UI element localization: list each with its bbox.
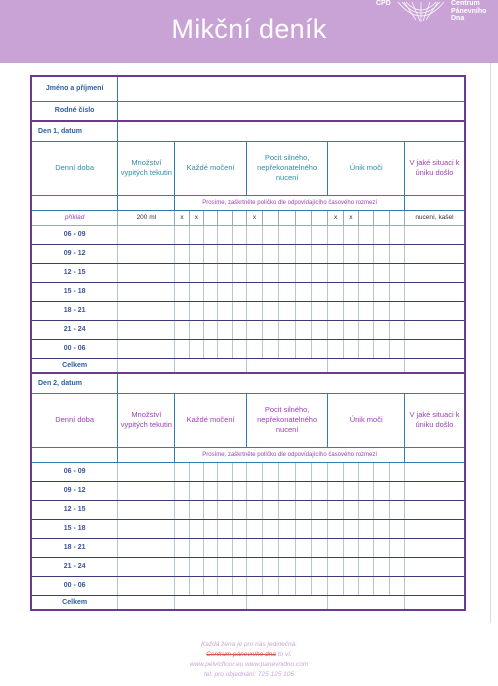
day2-total-row bbox=[31, 595, 465, 610]
time-row: 18 - 21 bbox=[31, 538, 465, 557]
day2-total-label: Celkem bbox=[31, 595, 118, 610]
col-time-header: Denní doba bbox=[31, 141, 118, 195]
day1-date-field[interactable] bbox=[118, 121, 465, 141]
col-urination-header: Každé močení bbox=[175, 141, 246, 195]
pelvic-grid-icon bbox=[396, 0, 446, 24]
col-urgency-header: Pocit silného, nepřekonatelného nucení bbox=[246, 141, 328, 195]
day1-example-row: příklad 200 ml x x x x x nucení, kašel bbox=[31, 210, 465, 225]
time-row: 15 - 18 bbox=[31, 282, 465, 301]
col-leak-header: Únik moči bbox=[328, 141, 404, 195]
day1-header-row bbox=[31, 141, 465, 195]
footer-slogan: Každá žena je pro nás jedinečná. bbox=[200, 641, 298, 648]
example-situation: nucení, kašel bbox=[404, 210, 465, 225]
footer-phone: tel. pro objednání: 725 125 105 bbox=[204, 671, 294, 678]
col-time-header: Denní doba bbox=[31, 393, 118, 447]
day1-title-row bbox=[31, 121, 465, 141]
diary-table-area bbox=[30, 75, 466, 631]
col-leak-header: Únik moči bbox=[328, 393, 404, 447]
day2-title-row bbox=[31, 373, 465, 393]
col-volume-header: Množství vypitých tekutin bbox=[118, 393, 175, 447]
col-situation-header: V jaké situaci k úniku došlo bbox=[404, 393, 465, 447]
time-row: 21 - 24 bbox=[31, 557, 465, 576]
day2-header-row bbox=[31, 393, 465, 447]
example-label: příklad bbox=[31, 210, 118, 225]
day1-note-row bbox=[31, 195, 465, 210]
col-urgency-header: Pocit silného, nepřekonatelného nucení bbox=[246, 393, 328, 447]
name-row bbox=[31, 76, 465, 101]
page-edge-line bbox=[490, 63, 491, 623]
name-field[interactable] bbox=[118, 76, 465, 101]
birth-number-label: Rodné číslo bbox=[31, 101, 118, 121]
time-row: 06 - 09 bbox=[31, 462, 465, 481]
time-row: 06 - 09 bbox=[31, 225, 465, 244]
day1-note: Prosíme, zaškrtněte políčko dle odpovídajícího časového rozmezí bbox=[175, 195, 405, 210]
footer bbox=[0, 640, 498, 680]
cpd-logo bbox=[376, 0, 496, 26]
example-volume: 200 ml bbox=[118, 210, 175, 225]
day2-note: Prosíme, zaškrtněte políčko dle odpovídajícího časového rozmezí bbox=[175, 447, 405, 462]
time-row: 12 - 15 bbox=[31, 263, 465, 282]
time-row: 15 - 18 bbox=[31, 519, 465, 538]
day1-title: Den 1, datum bbox=[31, 121, 118, 141]
day2-title: Den 2, datum bbox=[31, 373, 118, 393]
col-situation-header: V jaké situaci k úniku došlo bbox=[404, 141, 465, 195]
time-row: 09 - 12 bbox=[31, 244, 465, 263]
time-row: 09 - 12 bbox=[31, 481, 465, 500]
day1-total-row bbox=[31, 358, 465, 373]
col-volume-header: Množství vypitých tekutin bbox=[118, 141, 175, 195]
footer-center-line: Centrum pánevního dna to ví. bbox=[206, 651, 292, 658]
time-row: 00 - 06 bbox=[31, 339, 465, 358]
name-label: Jméno a příjmení bbox=[31, 76, 118, 101]
footer-websites[interactable]: www.pelvicfloor.eu www.panevnidno.com bbox=[189, 661, 309, 668]
logo-cpd-text: CPD bbox=[376, 0, 391, 7]
diary-table bbox=[30, 75, 466, 611]
time-row: 00 - 06 bbox=[31, 576, 465, 595]
birth-number-row bbox=[31, 101, 465, 121]
time-row: 18 - 21 bbox=[31, 301, 465, 320]
col-urination-header: Každé močení bbox=[175, 393, 246, 447]
day1-total-label: Celkem bbox=[31, 358, 118, 373]
footer-center-name: Centrum pánevního dna bbox=[206, 651, 276, 658]
time-row: 21 - 24 bbox=[31, 320, 465, 339]
logo-name: Centrum Pánevního Dna bbox=[451, 0, 487, 22]
time-row: 12 - 15 bbox=[31, 500, 465, 519]
day2-date-field[interactable] bbox=[118, 373, 465, 393]
day2-note-row bbox=[31, 447, 465, 462]
birth-number-field[interactable] bbox=[118, 101, 465, 121]
page-title: Mikční deník bbox=[171, 14, 327, 44]
